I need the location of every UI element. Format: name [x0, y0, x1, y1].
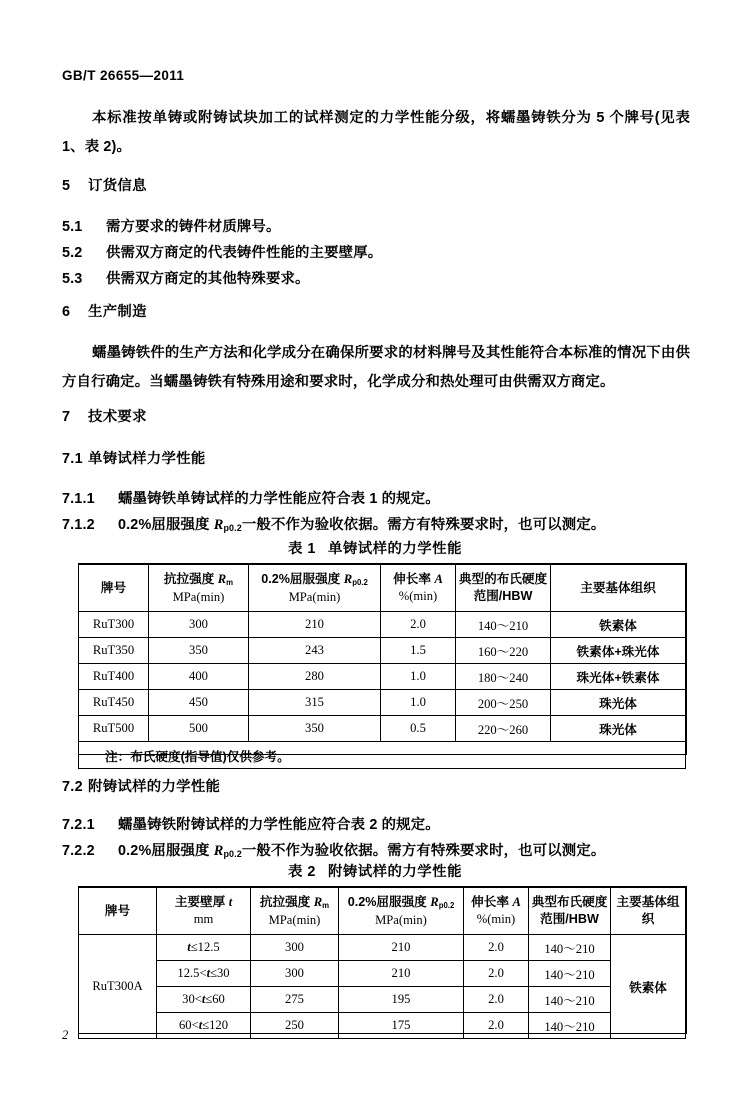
- clause-7-1-2-number: 7.1.2: [62, 517, 95, 533]
- table-2-col-grade: [79, 887, 157, 935]
- clause-5-heading: [62, 174, 690, 198]
- table-row: [79, 690, 686, 716]
- table-1-col-elongation: [381, 564, 456, 612]
- clause-6-heading: [62, 300, 690, 324]
- table-1-col-yield-symbol: R: [343, 571, 353, 586]
- table-2-cell-tensile: 300: [251, 935, 339, 961]
- table-2-col-yield-unit: MPa(min): [375, 912, 427, 927]
- clause-7-2-2-prefix: 0.2%屈服强度: [118, 843, 214, 859]
- table-2-col-tensile-label: 抗拉强度: [259, 894, 314, 909]
- table-1-header-row: [79, 564, 686, 612]
- table-1-col-grade: [79, 564, 149, 612]
- table-2-cell-elongation: 2.0: [464, 1013, 529, 1039]
- clause-7-1-block: [62, 447, 690, 471]
- clause-7-title: 技术要求: [88, 409, 147, 425]
- table-1-cell-yield: 350: [249, 716, 381, 742]
- table-2-cell-elongation: 2.0: [464, 987, 529, 1013]
- table-2-col-yield-sub: p0.2: [438, 900, 455, 910]
- table-row: [79, 612, 686, 638]
- table-2-thickness-post: ≤120: [202, 1018, 228, 1032]
- table-2-caption-title: 附铸试样的力学性能: [327, 864, 462, 880]
- table-1-cell-grade: RuT300: [79, 612, 149, 638]
- table-2-cell-matrix: 铁素体: [611, 935, 686, 1039]
- clause-7-1-1-text: 蠕墨铸铁单铸试样的力学性能应符合表 1 的规定。: [118, 491, 440, 507]
- document-header-standard-number: GB/T 26655—2011: [62, 68, 185, 83]
- table-1-cell-elongation: 0.5: [381, 716, 456, 742]
- table-2-cell-elongation: 2.0: [464, 935, 529, 961]
- table-1-cell-elongation: 1.0: [381, 690, 456, 716]
- table-1: [78, 563, 686, 769]
- clause-7-1-1-number: 7.1.1: [62, 491, 95, 507]
- table-1-col-elongation-label: 伸长率: [393, 572, 435, 586]
- table-1-cell-yield: 243: [249, 638, 381, 664]
- table-1-col-elongation-symbol: A: [434, 572, 443, 586]
- table-1-col-yield-unit: MPa(min): [288, 589, 341, 604]
- clause-6-title: 生产制造: [88, 304, 147, 320]
- clause-7-1-2-prefix: 0.2%屈服强度: [118, 517, 214, 533]
- table-row: [79, 716, 686, 742]
- clause-5-1-text: 需方要求的铸件材质牌号。: [106, 219, 281, 235]
- clause-5-items: [62, 214, 690, 292]
- table-2-col-matrix-label: 主要基体组织: [616, 895, 680, 926]
- table-1-cell-grade: RuT400: [79, 664, 149, 690]
- table-2-caption-label: 表 2: [288, 864, 316, 880]
- table-1-cell-matrix: 珠光体: [551, 690, 686, 716]
- table-1-cell-grade: RuT350: [79, 638, 149, 664]
- table-2-thickness-post: ≤12.5: [190, 940, 220, 954]
- table-2-col-tensile-sub: m: [322, 900, 330, 910]
- table-1-cell-tensile: 350: [149, 638, 249, 664]
- table-row: [79, 935, 686, 961]
- intro-block: [62, 104, 690, 162]
- table-1-col-yield-label: 0.2%屈服强度: [261, 571, 344, 586]
- table-1-cell-hardness: 220～260: [456, 716, 551, 742]
- table-2-thickness-symbol: t: [198, 1018, 203, 1032]
- table-2-thickness-post: ≤30: [210, 966, 230, 980]
- clause-7-2-number: 7.2: [62, 779, 83, 795]
- table-1-caption: [0, 537, 750, 558]
- clause-7-1-title: 单铸试样力学性能: [88, 451, 206, 467]
- table-1-cell-yield: 280: [249, 664, 381, 690]
- table-row: [79, 1013, 686, 1039]
- table-2-col-tensile-symbol: R: [313, 894, 323, 909]
- clause-7-2-2-symbol: R: [213, 843, 224, 859]
- clause-7-2-block: [62, 775, 690, 799]
- table-1-col-grade-label: 牌号: [100, 580, 127, 595]
- table-row: [79, 987, 686, 1013]
- clause-7-1-2-suffix: 一般不作为验收依据。需方有特殊要求时，也可以测定。: [241, 517, 606, 533]
- table-2-cell-yield: 195: [339, 987, 464, 1013]
- table-2-cell-hardness: 140～210: [529, 1013, 611, 1039]
- table-1-col-elongation-unit: %(min): [398, 589, 438, 603]
- table-1-col-hardness-unit: 范围/HBW: [473, 589, 533, 603]
- table-2-col-grade-label: 牌号: [104, 903, 131, 918]
- table-1-cell-hardness: 140～210: [456, 612, 551, 638]
- table-1-cell-elongation: 1.0: [381, 664, 456, 690]
- table-2-col-elongation-unit: %(min): [476, 912, 516, 926]
- table-1-col-matrix: [551, 564, 686, 612]
- table-2-thickness-symbol: t: [201, 992, 206, 1006]
- clause-7-2-1-text: 蠕墨铸铁附铸试样的力学性能应符合表 2 的规定。: [118, 817, 440, 833]
- clause-7-2-1-number: 7.2.1: [62, 817, 95, 833]
- table-2-col-tensile-unit: MPa(min): [268, 912, 321, 927]
- clause-6-body: [62, 339, 690, 397]
- table-1-col-tensile: [149, 564, 249, 612]
- table-1-col-tensile-label: 抗拉强度: [163, 571, 218, 586]
- table-1-col-yield-sub: p0.2: [352, 577, 368, 587]
- table-2-cell-thickness: [157, 1013, 251, 1039]
- table-2-col-yield: [339, 887, 464, 935]
- table-2-col-matrix: [611, 887, 686, 935]
- table-2-col-elongation-symbol: A: [512, 895, 521, 909]
- table-1-cell-matrix: 珠光体: [551, 716, 686, 742]
- table-1-note-row: [79, 742, 686, 769]
- table-1-cell-hardness: 180～240: [456, 664, 551, 690]
- table-row: [79, 664, 686, 690]
- clause-7-block: [62, 405, 690, 429]
- table-2-cell-grade: RuT300A: [79, 935, 157, 1039]
- table-1-cell-grade: RuT500: [79, 716, 149, 742]
- table-1-cell-tensile: 300: [149, 612, 249, 638]
- table-2-cell-thickness: [157, 961, 251, 987]
- clause-7-1-1: [62, 486, 690, 512]
- table-2-thickness-pre: 30<: [182, 992, 202, 1006]
- clause-6-paragraph: 蠕墨铸铁件的生产方法和化学成分在确保所要求的材料牌号及其性能符合本标准的情况下由供方自行确定。当蠕墨铸铁有特殊用途和要求时，化学成分和热处理可由供需双方商定。: [62, 345, 690, 390]
- table-2: [78, 886, 686, 1039]
- clause-5-3-text: 供需双方商定的其他特殊要求。: [106, 271, 310, 287]
- table-1-col-tensile-unit: MPa(min): [172, 589, 225, 604]
- table-2-cell-tensile: 300: [251, 961, 339, 987]
- table-2-col-thickness-symbol: t: [228, 895, 233, 909]
- page-number: 2: [62, 1028, 69, 1042]
- table-1-note: 注：布氏硬度(指导值)仅供参考。: [79, 742, 686, 769]
- table-2-cell-tensile: 275: [251, 987, 339, 1013]
- table-1-col-matrix-label: 主要基体组织: [580, 580, 656, 595]
- table-1-cell-matrix: 铁素体: [551, 612, 686, 638]
- clause-7-2-items: [62, 812, 690, 865]
- table-1-cell-hardness: 160～220: [456, 638, 551, 664]
- table-1-caption-label: 表 1: [288, 541, 316, 557]
- table-2-cell-yield: 175: [339, 1013, 464, 1039]
- clause-5-title: 订货信息: [88, 178, 147, 194]
- table-2-thickness-pre: 60<: [178, 1018, 199, 1032]
- clause-7-2-1: [62, 812, 690, 838]
- table-1-cell-hardness: 200～250: [456, 690, 551, 716]
- clause-7-2-heading: [62, 775, 690, 799]
- clause-7-1-heading: [62, 447, 690, 471]
- clause-5-3-number: 5.3: [62, 271, 83, 287]
- clause-5-3: [62, 266, 690, 292]
- table-1-col-yield: [249, 564, 381, 612]
- table-2-col-yield-symbol: R: [430, 894, 439, 909]
- table-1-cell-yield: 210: [249, 612, 381, 638]
- table-1-cell-elongation: 2.0: [381, 612, 456, 638]
- clause-7-1-2-symbol: R: [213, 517, 224, 533]
- table-2-cell-tensile: 250: [251, 1013, 339, 1039]
- clause-7-2-2-suffix: 一般不作为验收依据。需方有特殊要求时，也可以测定。: [241, 843, 606, 859]
- table-1-cell-yield: 315: [249, 690, 381, 716]
- table-1-col-hardness: [456, 564, 551, 612]
- clause-5-1: [62, 214, 690, 240]
- table-2-cell-thickness: [157, 987, 251, 1013]
- clause-7-1-items: [62, 486, 690, 539]
- table-2-col-thickness-label: 主要壁厚: [174, 895, 229, 909]
- clause-5-1-number: 5.1: [62, 219, 83, 235]
- table-1-cell-tensile: 450: [149, 690, 249, 716]
- clause-7-2-title: 附铸试样的力学性能: [88, 779, 221, 795]
- clause-7-2-2-number: 7.2.2: [62, 843, 95, 859]
- clause-5-2-number: 5.2: [62, 245, 83, 261]
- table-1-cell-matrix: 铁素体+珠光体: [551, 638, 686, 664]
- table-2-cell-elongation: 2.0: [464, 961, 529, 987]
- table-1-cell-matrix: 珠光体+铁素体: [551, 664, 686, 690]
- table-1-col-tensile-symbol: R: [217, 571, 227, 586]
- table-2-thickness-pre: 12.5<: [177, 966, 207, 980]
- clause-6-block: [62, 300, 690, 324]
- clause-7-1-2: [62, 512, 690, 539]
- table-2-cell-yield: 210: [339, 935, 464, 961]
- table-1-cell-grade: RuT450: [79, 690, 149, 716]
- table-1-cell-elongation: 1.5: [381, 638, 456, 664]
- table-2-cell-hardness: 140～210: [529, 961, 611, 987]
- clause-7-1-number: 7.1: [62, 451, 83, 467]
- table-1-cell-tensile: 500: [149, 716, 249, 742]
- table-2-col-elongation: [464, 887, 529, 935]
- table-2-col-hardness-unit: 范围/HBW: [540, 912, 599, 926]
- table-2-cell-hardness: 140～210: [529, 935, 611, 961]
- table-2-col-hardness: [529, 887, 611, 935]
- table-2-thickness-symbol: t: [206, 966, 211, 980]
- clause-7-heading: [62, 405, 690, 429]
- table-2-col-yield-label: 0.2%屈服强度: [347, 894, 431, 909]
- table-1-caption-title: 单铸试样的力学性能: [327, 541, 462, 557]
- table-1-cell-tensile: 400: [149, 664, 249, 690]
- clause-7-2-2-subscript: p0.2: [223, 849, 242, 860]
- clause-7-number: 7: [62, 409, 71, 425]
- table-2-cell-yield: 210: [339, 961, 464, 987]
- table-2-col-thickness-unit: mm: [193, 912, 214, 926]
- table-2-thickness-post: ≤60: [205, 992, 225, 1006]
- clause-5-2-text: 供需双方商定的代表铸件性能的主要壁厚。: [106, 245, 383, 261]
- table-2-caption: [0, 860, 750, 881]
- clause-5-2: [62, 240, 690, 266]
- table-row: [79, 638, 686, 664]
- clause-6-number: 6: [62, 304, 71, 320]
- table-1-col-hardness-label: 典型的布氏硬度: [458, 572, 548, 586]
- clause-7-1-2-subscript: p0.2: [223, 523, 242, 534]
- table-2-col-elongation-label: 伸长率: [471, 895, 513, 909]
- table-2-header-row: [79, 887, 686, 935]
- table-2-cell-hardness: 140～210: [529, 987, 611, 1013]
- table-2-col-hardness-label: 典型布氏硬度: [531, 895, 608, 909]
- table-2-col-thickness: [157, 887, 251, 935]
- clause-5-block: [62, 174, 690, 198]
- table-1-col-tensile-sub: m: [226, 577, 234, 587]
- table-row: [79, 961, 686, 987]
- table-2-cell-thickness: [157, 935, 251, 961]
- intro-paragraph: 本标准按单铸或附铸试块加工的试样测定的力学性能分级，将蠕墨铸铁分为 5 个牌号(见表 1、表 2)。: [62, 110, 690, 155]
- table-2-thickness-symbol: t: [187, 940, 191, 954]
- table-2-col-tensile: [251, 887, 339, 935]
- clause-5-number: 5: [62, 178, 71, 194]
